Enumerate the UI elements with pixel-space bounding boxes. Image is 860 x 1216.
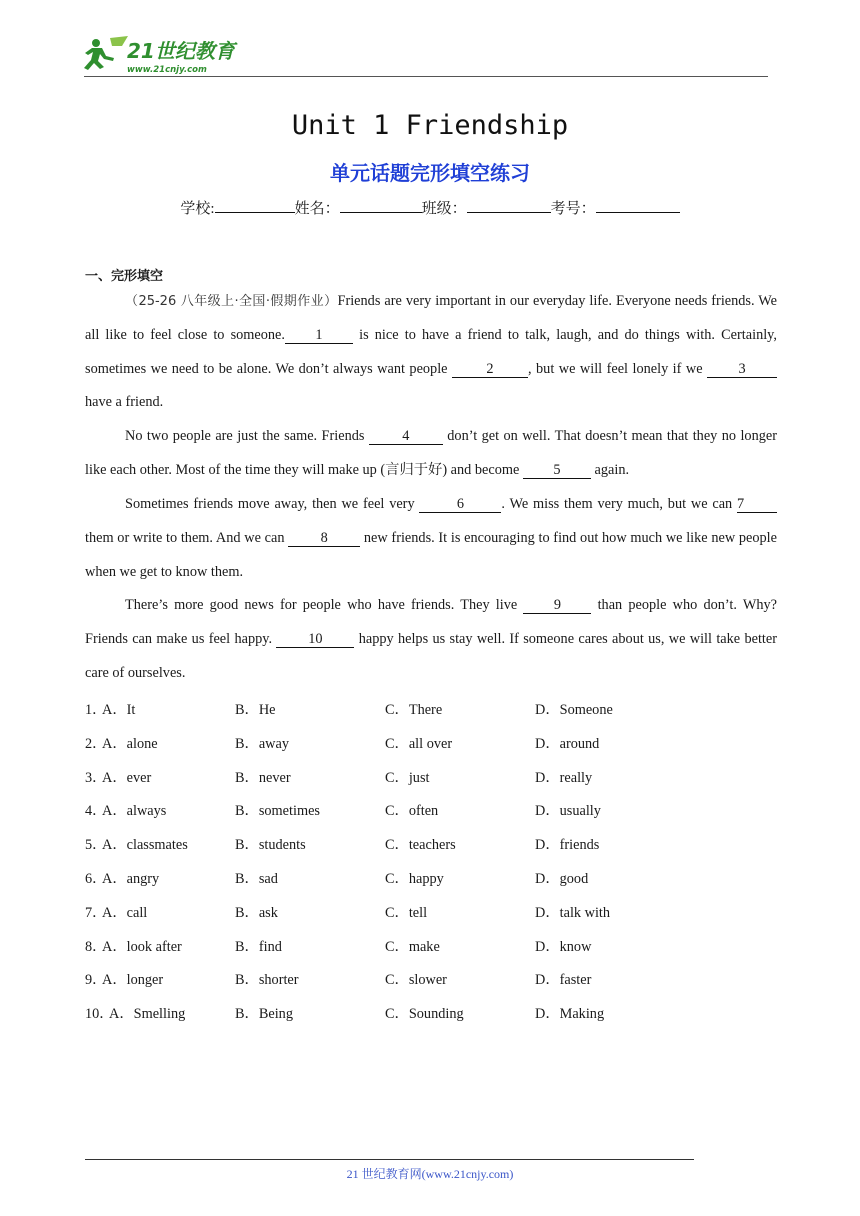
passage-paragraph-1: （25-26 八年级上·全国·假期作业）Friends are very important in our everyday life. Everyone needs friends. We all like to feel close to someone. 1 is nice to have a friend to talk, laugh, and do things with. Certainly, sometimes we need to be alone. We don’t always want people 2 , but we will feel lonely if we 3 have a friend. xyxy=(85,293,777,411)
option-c[interactable]: C．all over xyxy=(385,735,453,752)
option-b[interactable]: B．sometimes xyxy=(235,803,320,820)
option-c[interactable]: C．often xyxy=(385,803,439,820)
student-info-line xyxy=(0,197,860,218)
blank-6[interactable]: 6 xyxy=(419,496,501,513)
logo-url: www.21cnjy.com xyxy=(127,65,207,75)
option-b[interactable]: B．ask xyxy=(235,904,278,921)
option-c[interactable]: C．Sounding xyxy=(385,1006,464,1023)
option-row xyxy=(85,800,785,834)
option-b[interactable]: B．find xyxy=(235,938,282,955)
school-field[interactable] xyxy=(215,198,295,213)
blank-4[interactable]: 4 xyxy=(369,428,443,445)
question-number: 7． xyxy=(85,904,107,921)
option-d[interactable]: D．usually xyxy=(535,803,601,820)
option-row xyxy=(85,1003,785,1037)
option-d[interactable]: D．know xyxy=(535,938,592,955)
question-number: 4． xyxy=(85,803,107,820)
blank-10[interactable]: 10 xyxy=(276,631,354,648)
logo-text: 21世纪教育 xyxy=(127,39,235,63)
question-number: 8． xyxy=(85,938,107,955)
option-d[interactable]: D．talk with xyxy=(535,904,611,921)
option-c[interactable]: C．tell xyxy=(385,904,428,921)
option-b[interactable]: B．sad xyxy=(235,871,278,887)
option-a[interactable]: A．classmates xyxy=(102,837,188,854)
class-field[interactable] xyxy=(467,198,551,213)
option-b[interactable]: B．shorter xyxy=(235,972,299,989)
option-c[interactable]: C．teachers xyxy=(385,837,456,854)
question-number: 3． xyxy=(85,769,107,786)
option-a[interactable]: A．alone xyxy=(102,735,158,752)
option-c[interactable]: C．happy xyxy=(385,871,444,887)
question-number: 1． xyxy=(85,702,107,718)
blank-8[interactable]: 8 xyxy=(288,530,360,547)
option-d[interactable]: D．really xyxy=(535,769,593,786)
option-row xyxy=(85,902,785,936)
leaf-icon xyxy=(110,36,128,46)
option-a[interactable]: A．ever xyxy=(102,769,152,786)
site-logo xyxy=(80,36,250,76)
option-c[interactable]: C．There xyxy=(385,702,443,718)
question-number: 5． xyxy=(85,837,107,854)
option-c[interactable]: C．slower xyxy=(385,972,447,989)
option-row xyxy=(85,868,785,902)
option-a[interactable]: A．call xyxy=(102,904,148,921)
question-number: 10． xyxy=(85,1006,114,1023)
option-d[interactable]: D．Someone xyxy=(535,702,613,718)
question-number: 6． xyxy=(85,871,107,887)
source-note: （25-26 八年级上·全国·假期作业） xyxy=(125,294,338,309)
question-number: 2． xyxy=(85,735,107,752)
blank-2[interactable]: 2 xyxy=(452,361,528,378)
option-row xyxy=(85,834,785,868)
option-row xyxy=(85,767,785,801)
option-a[interactable]: A．always xyxy=(102,803,167,820)
option-b[interactable]: B．He xyxy=(235,702,276,718)
option-row xyxy=(85,699,785,733)
option-a[interactable]: A．It xyxy=(102,702,136,718)
exam-no-field[interactable] xyxy=(596,198,680,213)
option-a[interactable]: A．Smelling xyxy=(109,1006,186,1023)
name-label: 姓名： xyxy=(294,201,340,217)
option-b[interactable]: B．Being xyxy=(235,1006,293,1023)
option-row xyxy=(85,733,785,767)
option-row xyxy=(85,936,785,970)
option-c[interactable]: C．just xyxy=(385,769,430,786)
page-subtitle: 单元话题完形填空练习 xyxy=(330,161,530,185)
passage-paragraph-2: No two people are just the same. Friends 4 don’t get on well. That doesn’t mean that they no longer like each other. Most of the time they will make up (言归于好) and become 5 again. xyxy=(85,428,777,478)
footer-divider xyxy=(85,1159,694,1160)
header-divider xyxy=(84,76,768,77)
passage-paragraph-3: Sometimes friends move away, then we feel very 6 . We miss them very much, but we can 7 them or write to them. And we can 8 new friends. It is encouraging to find out how much we like new people when we get to know them. xyxy=(85,496,777,580)
footer-text: 21 世纪教育网(www.21cnjy.com) xyxy=(346,1167,514,1181)
blank-3[interactable]: 3 xyxy=(707,361,777,378)
name-field[interactable] xyxy=(340,198,422,213)
blank-5[interactable]: 5 xyxy=(523,462,591,479)
blank-7[interactable]: 7 xyxy=(737,496,777,513)
option-d[interactable]: D．good xyxy=(535,871,589,887)
option-b[interactable]: B．students xyxy=(235,837,306,854)
exam-no-label: 考号： xyxy=(550,201,596,217)
option-b[interactable]: B．away xyxy=(235,735,289,752)
question-number: 9． xyxy=(85,972,107,989)
school-label: 学校: xyxy=(180,201,215,217)
page-title: Unit 1 Friendship xyxy=(291,110,569,141)
option-d[interactable]: D．around xyxy=(535,735,600,752)
option-a[interactable]: A．angry xyxy=(102,871,160,887)
option-a[interactable]: A．longer xyxy=(102,972,164,989)
option-d[interactable]: D．friends xyxy=(535,837,600,854)
class-label: 班级： xyxy=(421,201,467,217)
option-d[interactable]: D．faster xyxy=(535,972,592,989)
section-title: 一、完形填空 xyxy=(85,269,164,284)
option-a[interactable]: A．look after xyxy=(102,938,182,955)
blank-9[interactable]: 9 xyxy=(523,597,591,614)
option-d[interactable]: D．Making xyxy=(535,1006,605,1023)
option-c[interactable]: C．make xyxy=(385,938,440,955)
option-row xyxy=(85,969,785,1003)
runner-icon xyxy=(84,39,114,70)
blank-1[interactable]: 1 xyxy=(285,327,353,344)
passage-paragraph-4: There’s more good news for people who have friends. They live 9 than people who don’t. Why? Friends can make us feel happy. 10 happy helps us stay well. If someone cares about us, we will take better care of ourselves. xyxy=(85,597,777,681)
option-b[interactable]: B．never xyxy=(235,769,291,786)
